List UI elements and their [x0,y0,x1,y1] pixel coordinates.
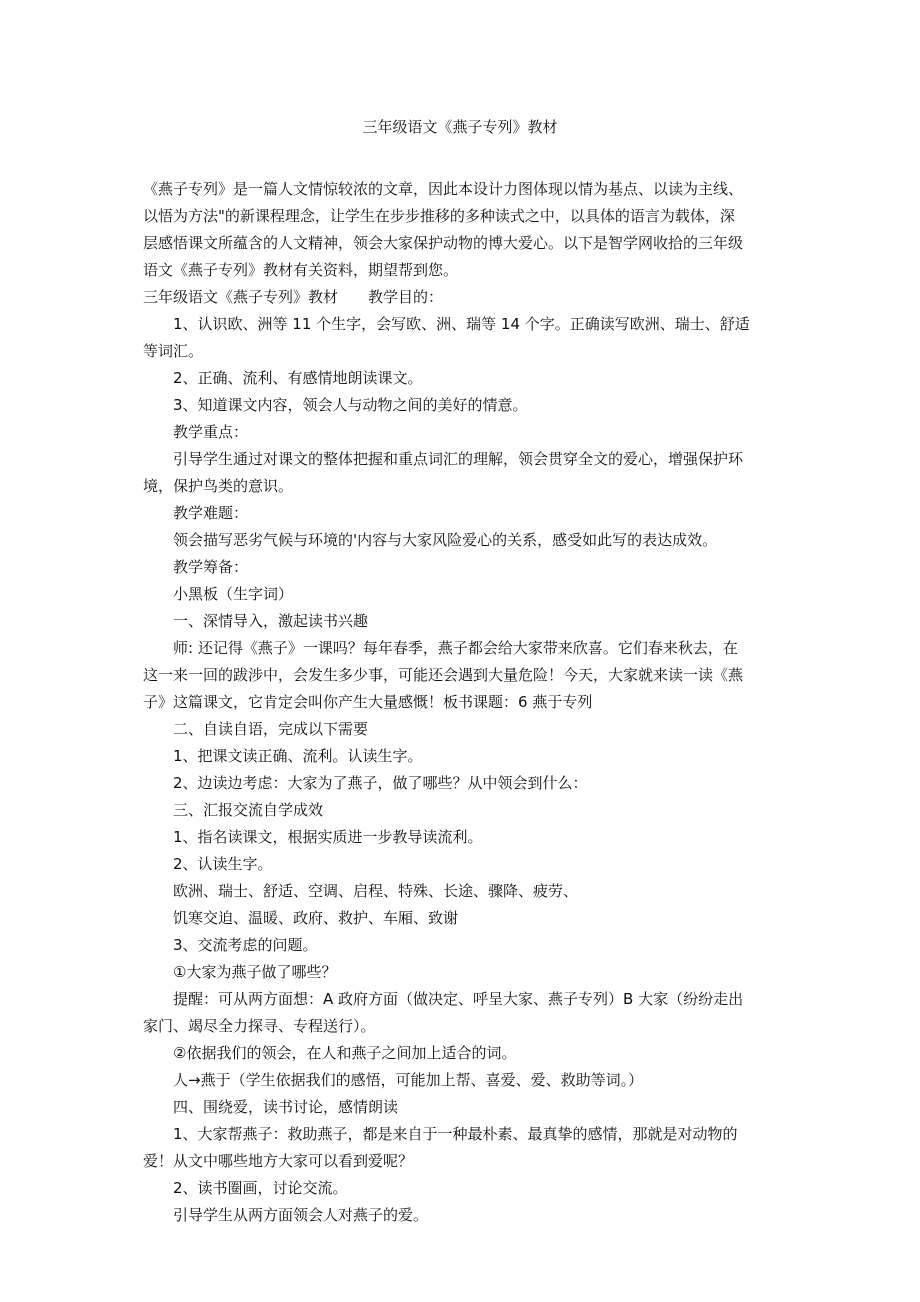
text-line: 1、把课文读正确、流利。认读生字。 [173,747,423,765]
text-line: 爱！从文中哪些地方大家可以看到爱呢？ [143,1152,414,1170]
text-line: 领会描写恶劣气候与环境的'内容与大家风险爱心的关系，感受如此写的表达成效。 [173,531,718,549]
document-body [143,176,793,1229]
text-line: 四、围绕爱，读书讨论，感情朗读 [173,1098,399,1116]
text-line: 等词汇。 [143,342,204,360]
text-line: 提醒：可从两方面想：A 政府方面（做决定、呼呈大家、燕子专列）B 大家（纷纷走出 [173,990,744,1008]
text-line: 2、认读生字。 [173,855,273,873]
text-line: 1、大家帮燕子：救助燕子，都是来自于一种最朴素、最真挚的感情，那就是对动物的 [173,1125,738,1143]
text-line: 欧洲、瑞士、舒适、空调、启程、特殊、长途、骤降、疲劳、 [173,882,579,900]
text-line: 家门、竭尽全力探寻、专程送行）。 [143,1017,376,1035]
text-line: 二、自读自语，完成以下需要 [173,720,369,738]
text-line: 引导学生从两方面领会人对燕子的爱。 [173,1206,429,1224]
text-line: 2、正确、流利、有感情地朗读课文。 [173,369,423,387]
text-line: 3、交流考虑的问题。 [173,936,318,954]
text-line: 语文《燕子专列》教材有关资料，期望帮到您。 [143,261,459,279]
text-line: 饥寒交迫、温暖、政府、救护、车厢、致谢 [173,909,459,927]
text-line: ①大家为燕子做了哪些？ [173,963,337,981]
text-line: 这一来一回的跋涉中，会发生多少事，可能还会遇到大量危险！今天，大家就来读一读《燕 [143,666,744,684]
text-line: 引导学生通过对课文的整体把握和重点词汇的理解，领会贯穿全文的爱心，增强保护环 [173,450,744,468]
text-line: 《燕子专列》是一篇人文情惊较浓的文章，因此本设计力图体现以情为基点、以读为主线、 [143,180,744,198]
text-line: 师: 还记得《燕子》一课吗？每年春季，燕子都会给大家带来欣喜。它们春来秋去，在 [173,639,738,657]
text-line: 教学重点： [173,423,249,441]
document-title: 三年级语文《燕子专列》教材 [362,118,558,136]
text-line: 三年级语文《燕子专列》教材 教学目的： [143,288,444,306]
text-line: 1、指名读课文，根据实质进一步教导读流利。 [173,828,483,846]
text-line: 境，保护鸟类的意识。 [143,477,294,495]
text-line: 教学难题： [173,504,249,522]
text-line: 教学筹备： [173,558,249,576]
text-line: 以悟为方法"的新课程理念，让学生在步步推移的多种读式之中，以具体的语言为载体，深 [143,207,735,225]
text-line: 2、读书圈画，讨论交流。 [173,1179,348,1197]
text-line: 3、知道课文内容，领会人与动物之间的美好的情意。 [173,396,528,414]
text-line: 子》这篇课文，它肯定会叫你产生大量感慨！板书课题：6 燕于专列 [143,693,593,711]
text-line: 1、认识欧、洲等 11 个生字，会写欧、洲、瑞等 14 个字。正确读写欧洲、瑞士、舒适 [173,315,750,333]
text-line: 人→燕于（学生依据我们的感悟，可能加上帮、喜爱、爱、救助等词。） [173,1071,644,1089]
text-line: 一、深情导入，激起读书兴趣 [173,612,369,630]
text-line: 三、汇报交流自学成效 [173,801,324,819]
text-line: ②依据我们的领会，在人和燕子之间加上适合的词。 [173,1044,517,1062]
text-line: 小黑板（生字词） [173,585,294,603]
text-line: 2、边读边考虑：大家为了燕子，做了哪些？从中领会到什么： [173,774,588,792]
text-line: 层感悟课文所蕴含的人文精神，领会大家保护动物的博大爱心。以下是智学网收拾的三年级 [143,234,744,252]
